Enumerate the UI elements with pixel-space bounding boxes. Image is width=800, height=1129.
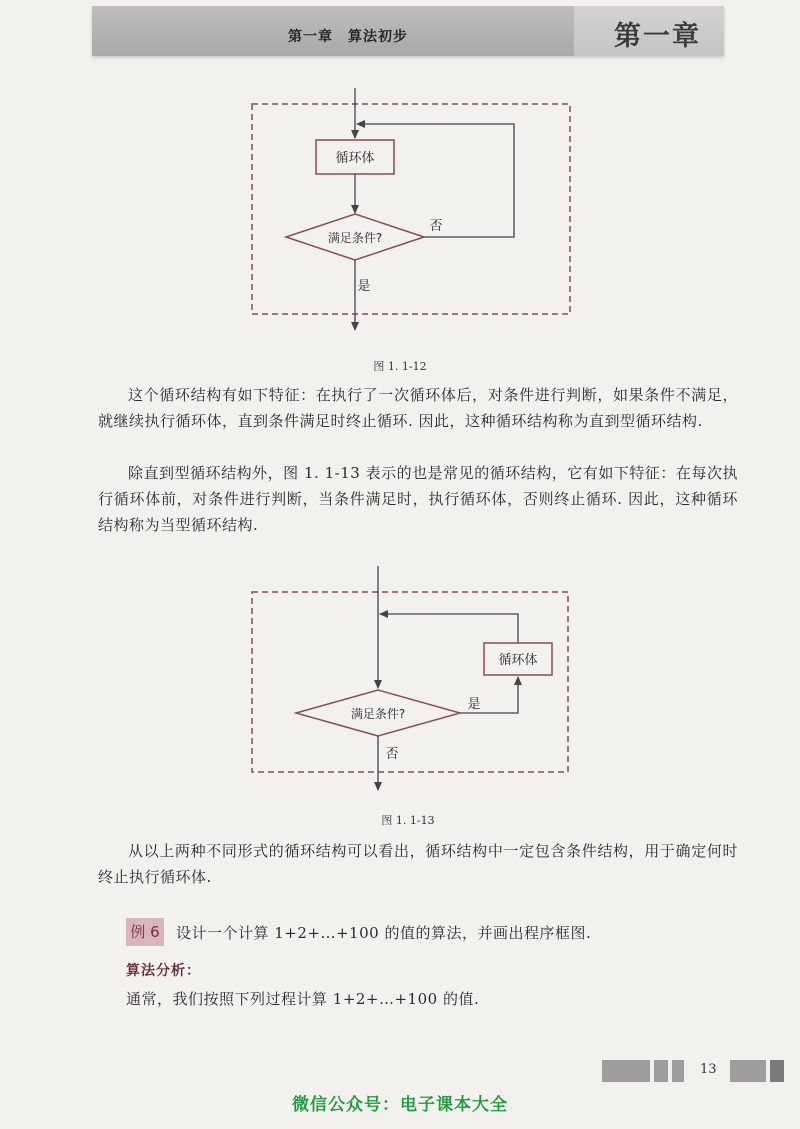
footer-decoration — [654, 1060, 668, 1082]
footer-decoration — [672, 1060, 684, 1082]
analysis-title: 算法分析： — [126, 963, 201, 979]
paragraph-while-loop: 除直到型循环结构外，图 1. 1-13 表示的也是常见的循环结构，它有如下特征：在每次执行循环体前，对条件进行判断，当条件满足时，执行循环体，否则终止循环. 因此，这种循环结构称为当型循环结构. — [98, 464, 738, 534]
figure-until-loop — [252, 88, 570, 330]
yes-label: 是 — [357, 279, 371, 294]
no-label: 否 — [385, 747, 399, 762]
figure-while-loop — [252, 566, 568, 790]
condition-label: 满足条件? — [327, 231, 383, 245]
loop-body-label: 循环体 — [498, 653, 538, 668]
no-label: 否 — [429, 219, 443, 234]
footer-decoration — [770, 1060, 784, 1082]
loop-boundary-dashed — [252, 592, 568, 772]
figure-caption-1: 图 1. 1-12 — [373, 360, 427, 373]
example-tag: 例 6 — [126, 918, 164, 946]
example-text: 设计一个计算 1+2+…+100 的值的算法，并画出程序框图. — [176, 924, 592, 942]
paragraph-until-loop: 这个循环结构有如下特征：在执行了一次循环体后，对条件进行判断，如果条件不满足，就继续执行循环体，直到条件满足时终止循环. 因此，这种循环结构称为直到型循环结构. — [98, 386, 738, 430]
header-section-title: 第一章 算法初步 — [288, 29, 408, 45]
condition-label: 满足条件? — [350, 707, 406, 721]
footer-decoration — [730, 1060, 766, 1082]
return-arrow — [380, 614, 518, 643]
yes-label: 是 — [467, 697, 481, 712]
figure-caption-2: 图 1. 1-13 — [381, 814, 435, 827]
paragraph-conclusion: 从以上两种不同形式的循环结构可以看出，循环结构中一定包含条件结构，用于确定何时终止执行循环体. — [98, 842, 738, 886]
watermark-text: 微信公众号：电子课本大全 — [292, 1095, 508, 1115]
loop-boundary-dashed — [252, 104, 570, 314]
page-number: 13 — [700, 1062, 717, 1077]
footer-decoration — [602, 1060, 650, 1082]
header-chapter-label: 第一章 — [614, 21, 701, 52]
analysis-text: 通常，我们按照下列过程计算 1+2+…+100 的值. — [126, 990, 480, 1008]
loop-body-label: 循环体 — [335, 151, 375, 166]
